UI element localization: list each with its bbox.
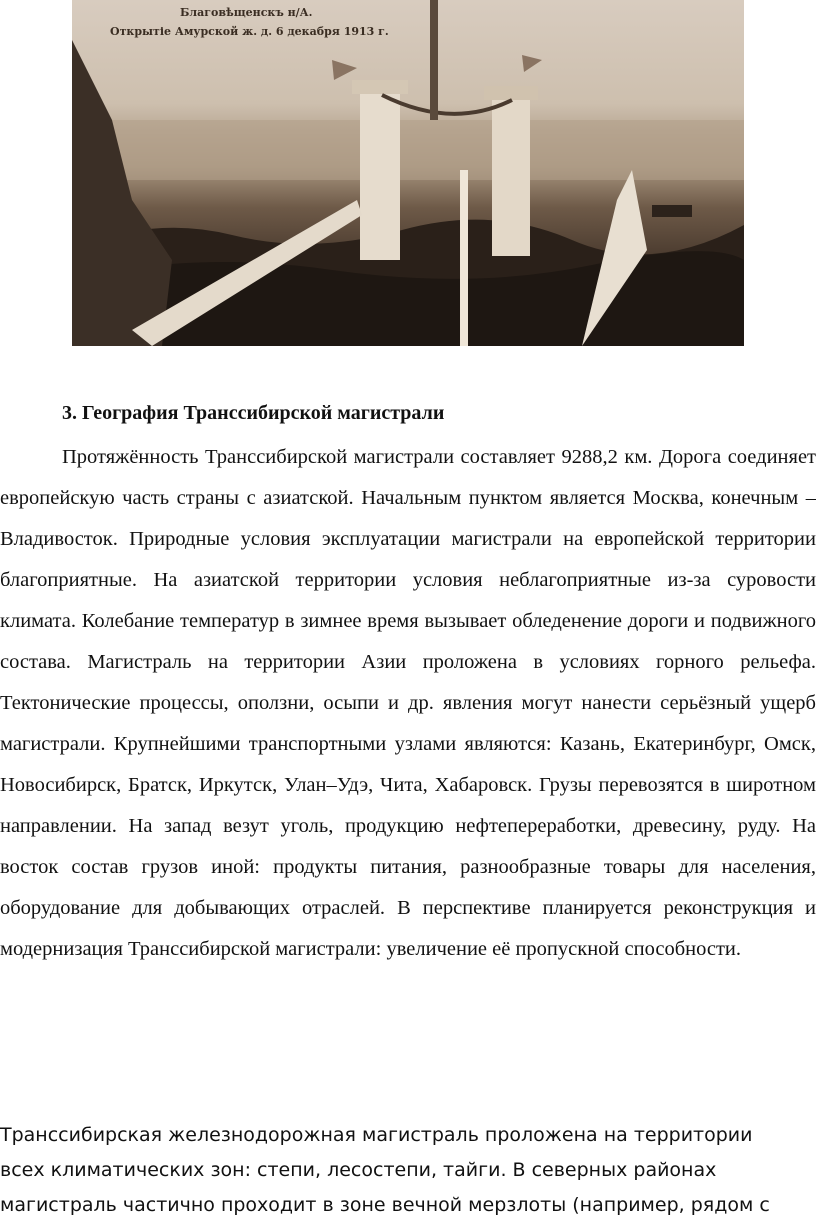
photo-caption-line2: Открытіе Амурской ж. д. 6 декабря 1913 г. xyxy=(110,25,389,38)
section-heading: 3. География Транссибирской магистрали xyxy=(62,402,445,424)
section-paragraph-2: Транссибирская железнодорожная магистраль проложена на территории всех климатических зон: степи, лесостепи, тайги. В северных районах магистраль частично проходит в зоне вечной мерзлоты (например, рядом с xyxy=(0,1124,770,1216)
historical-photo xyxy=(72,0,744,346)
photo-illustration xyxy=(72,0,744,346)
section-paragraph: Протяжённость Транссибирской магистрали составляет 9288,2 км. Дорога соединяет европейскую часть страны с азиатской. Начальным пунктом является Москва, конечным – Владивосток. Природные условия эксплуатации магистрали на европейской территории благоприятные. На азиатской территории условия неблагоприятные из-за суровости климата. Колебание температур в зимнее время вызывает обледенение дороги и подвижного состава. Магистраль на территории Азии проложена в условиях горного рельефа. Тектонические процессы, оползни, осыпи и др. явления могут нанести серьёзный ущерб магистрали. Крупнейшими транспортными узлами являются: Казань, Екатеринбург, Омск, Новосибирск, Братск, Иркутск, Улан–Удэ, Чита, Хабаровск. Грузы перевозятся в широтном направлении. На запад везут уголь, продукцию нефтепереработки, древесину, руду. На восток состав грузов иной: продукты питания, разнообразные товары для населения, оборудование для добывающих отраслей. В перспективе планируется реконструкция и модернизация Транссибирской магистрали: увеличение её пропускной способности. xyxy=(0,446,816,960)
photo-caption-line1: Благовѣщенскъ н/А. xyxy=(180,6,313,19)
